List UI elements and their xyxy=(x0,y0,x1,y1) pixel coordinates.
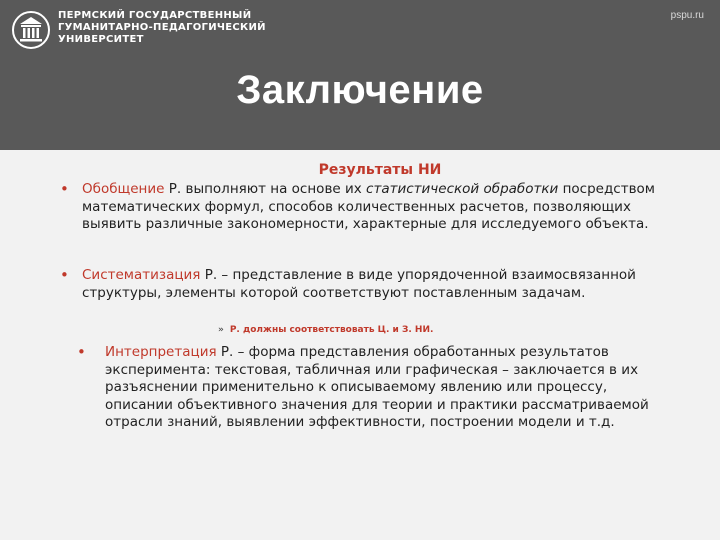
bullet-dot: • xyxy=(60,180,69,198)
bullet-text-after: посредством математических формул, способов количественных расчетов, позволяющих выявить различные закономерности, характерные для исследуемого объекта. xyxy=(82,181,655,232)
university-building-icon xyxy=(12,10,50,50)
university-logo[interactable] xyxy=(12,10,266,50)
bullet-dot: • xyxy=(60,266,69,284)
sub-bullet-arrow-icon: » xyxy=(218,325,224,335)
org-line-2: ГУМАНИТАРНО-ПЕДАГОГИЧЕСКИЙ xyxy=(58,22,266,33)
bullet-systematization xyxy=(60,266,672,302)
site-url[interactable]: pspu.ru xyxy=(670,10,704,21)
org-line-3: УНИВЕРСИТЕТ xyxy=(58,34,144,45)
bullet-text-before: Р. выполняют на основе их xyxy=(164,181,367,197)
bullet-text: Р. – представление в виде упорядоченной взаимосвязанной структуры, элементы которой соответствуют поставленным задачам. xyxy=(82,267,636,301)
bullet-text: Р. – форма представления обработанных результатов эксперимента: текстовая, табличная или графическая – заключается в их разъяснении применительно к описываемому явлению или процессу, описании объективного значения для теории и практики рассматриваемой отрасли знаний, выявлении эффективности, построении модели и т.д. xyxy=(105,344,649,430)
term-interpretation: Интерпретация xyxy=(105,344,217,360)
bullet-dot: • xyxy=(77,343,86,361)
bullet-generalization xyxy=(60,180,672,234)
university-name xyxy=(58,10,266,46)
org-line-1: ПЕРМСКИЙ ГОСУДАРСТВЕННЫЙ xyxy=(58,10,252,21)
bullet-interpretation xyxy=(77,343,675,432)
term-generalization: Обобщение xyxy=(82,181,165,197)
section-heading: Результаты НИ xyxy=(318,162,442,178)
slide-header xyxy=(0,0,720,150)
sub-bullet-text: Р. должны соответствовать Ц. и З. НИ. xyxy=(229,325,434,335)
slide-content xyxy=(0,150,720,540)
sub-bullet-requirement xyxy=(218,325,433,335)
slide-title: Заключение xyxy=(236,68,484,112)
term-systematization: Систематизация xyxy=(82,267,201,283)
bullet-emphasis: статистической обработки xyxy=(366,181,559,197)
